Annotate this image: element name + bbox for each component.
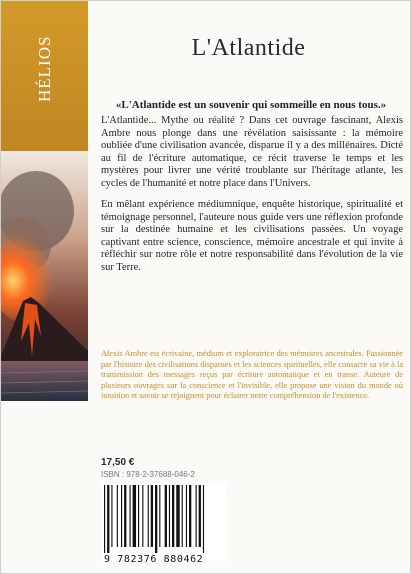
barcode-bar bbox=[138, 485, 139, 547]
author-bio: Alexis Ambre est écrivaine, médium et exploratrice des mémoires ancestrales. Passionnée par l'histoire des civilisations disparues et les sciences spirituelles, elle consacre sa vie à la transmission des messages reçus par écriture automatique et en transe. Auteure de plusieurs ouvrages sur la conscience et l'invisible, elle propose une vision du monde où intuition et savoir se rejoignent pour éclairer notre compréhension de l'existence. bbox=[101, 349, 403, 401]
barcode-bar bbox=[203, 485, 204, 553]
synopsis-paragraph: En mêlant expérience médiumnique, enquête historique, spiritualité et témoignage personnel, l'auteure nous guide vers une réflexion profonde sur la destinée humaine et les civilisations passées. Un voyage captivant entre science, conscience, mémoire ancestrale et qui invite à réfléchir sur notre rôle et notre responsabilité dans l'évolution de la vie sur Terre. bbox=[101, 199, 403, 273]
barcode-bar bbox=[130, 485, 131, 547]
barcode-bar bbox=[172, 485, 174, 547]
barcode-number: 9 782376 880462 bbox=[104, 554, 204, 565]
barcode-bar bbox=[182, 485, 183, 547]
barcode-bar bbox=[169, 485, 170, 547]
barcode-bar bbox=[151, 485, 153, 547]
barcode-bar bbox=[148, 485, 149, 547]
publisher-logo: HÉLIOS bbox=[35, 35, 54, 103]
volcano-illustration bbox=[1, 151, 88, 401]
barcode-bar bbox=[142, 485, 143, 547]
barcode-bar bbox=[133, 485, 136, 547]
book-title: L'Atlantide bbox=[191, 35, 306, 61]
barcode-bar bbox=[155, 485, 157, 553]
barcode-bar bbox=[111, 485, 112, 547]
barcode-bar bbox=[199, 485, 201, 547]
barcode-icon bbox=[101, 483, 227, 553]
publisher-band bbox=[1, 1, 88, 151]
barcode-bar bbox=[121, 485, 122, 547]
barcode-bar bbox=[196, 485, 197, 547]
barcode-bar bbox=[176, 485, 179, 547]
barcode-bar bbox=[189, 485, 191, 547]
barcode-bar bbox=[107, 485, 109, 553]
synopsis-paragraph: L'Atlantide... Mythe ou réalité ? Dans cet ouvrage fascinant, Alexis Ambre nous plonge dans une révélation saisissante : la mémoire oubliée d'une civilisation avancée, disparue il y a des millénaires. Dicté au fil de l'écriture automatique, ce récit traverse le temps et les mystères pour livrer une vérité troublante sur l'héritage atlante, les cycles de l'humanité et notre place dans l'Univers. bbox=[101, 115, 403, 189]
barcode-bar bbox=[124, 485, 126, 547]
price-label: 17,50 € bbox=[101, 457, 135, 468]
barcode-bar bbox=[186, 485, 187, 547]
barcode-bar bbox=[159, 485, 160, 547]
isbn-label: ISBN : 978-2-37688-046-2 bbox=[101, 470, 195, 479]
barcode bbox=[101, 483, 227, 561]
barcode-bar bbox=[165, 485, 167, 547]
barcode-bar bbox=[117, 485, 118, 547]
barcode-bar bbox=[104, 485, 105, 553]
epigraph-quote: «L'Atlantide est un souvenir qui sommeille en nous tous.» bbox=[115, 99, 387, 111]
